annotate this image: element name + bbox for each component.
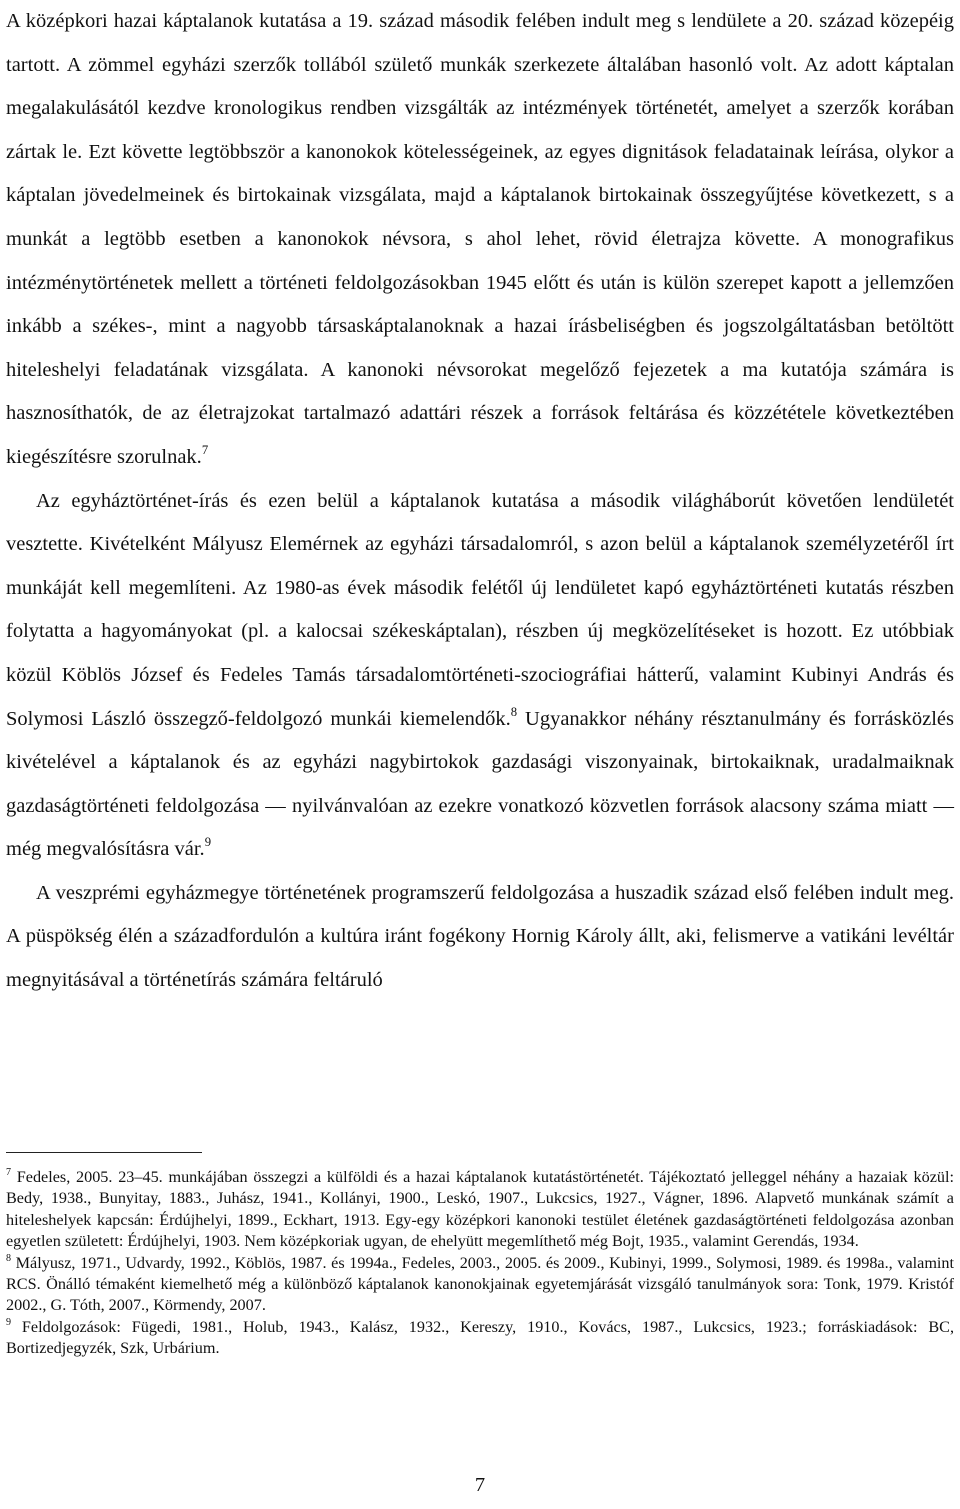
footnote-number: 7: [6, 1166, 12, 1178]
footnote-text: Feldolgozások: Fügedi, 1981., Holub, 1943., Kalász, 1932., Kereszy, 1910., Kovács, 1987., Lukcsics, 1923.; forráskiadások: BC, Bortizedjegyzék, Szk, Urbárium.: [6, 1317, 954, 1358]
footnote-text: Mályusz, 1971., Udvardy, 1992., Köblös, 1987. és 1994a., Fedeles, 2003., 2005. és 2009., Kubinyi, 1999., Solymosi, 1989. és 1998a., valamint RCS. Önálló témaként kiemelhető még a különböző káptalanok kanonokjainak egyetemjárását vizsgáló tanulmányok sora: Tonk, 1979. Kristóf 2002., G. Tóth, 2007., Körmendy, 2007.: [6, 1253, 954, 1315]
paragraph-2-text-continued: Ugyanakkor néhány résztanulmány és forrásközlés kivételével a káptalanok és az egyházi nagybirtokok gazdasági viszonyainak, birtokaiknak, uradalmaiknak gazdaságtörténeti feldolgozása — nyilvánvalóan az ezekre vonatkozó közvetlen források alacsony száma miatt — még megvalósításra vár.: [6, 707, 954, 861]
footnote-8: [6, 1253, 954, 1317]
footnote-ref-8[interactable]: 8: [510, 704, 518, 719]
paragraph-2: [6, 480, 954, 872]
footnote-ref-9[interactable]: 9: [204, 835, 212, 850]
footnote-ref-7[interactable]: 7: [201, 443, 209, 458]
paragraph-2-text: Az egyháztörténet-írás és ezen belül a káptalanok kutatása a második világháborút követően lendületét vesztette. Kivételként Mályusz Elemérnek az egyházi társadalomról, s azon belül a káptalanok személyzetéről írt munkáját kell megemlíteni. Az 1980-as évek második felétől új lendületet kapó egyháztörténeti kutatás részben folytatta a hagyományokat (pl. a kalocsai székeskáptalan), részben új megközelítéseket is hozott. Ez utóbbiak közül Köblös József és Fedeles Tamás társadalomtörténeti-szociográfiai hátterű, valamint Kubinyi András és Solymosi László összegző-feldolgozó munkái kiemelendők.: [6, 489, 954, 730]
footnote-7: [6, 1167, 954, 1253]
footnote-text: Fedeles, 2005. 23–45. munkájában összegzi a külföldi és a hazai káptalanok kutatástörténetét. Tájékoztató jelleggel néhány a hazaiak közül: Bedy, 1938., Bunyitay, 1883., Juhász, 1941., Kollányi, 1900., Leskó, 1907., Lukcsics, 1927., Vágner, 1896. Alapvető munkának számít a hiteleshelyek kapcsán: Érdújhelyi, 1899., Eckhart, 1913. Egy-egy középkori kanonoki testület életének gazdaságtörténeti feldolgozása azonban egyetlen született: Érdújhelyi, 1903. Nem középkoriak ugyan, de ehelyütt megemlíthető még Bojt, 1935., valamint Gerendás, 1934.: [6, 1168, 954, 1251]
page-number: 7: [474, 1474, 486, 1496]
footnote-number: 9: [6, 1316, 12, 1328]
body-text: [6, 0, 954, 1003]
paragraph-1-text: A középkori hazai káptalanok kutatása a 19. század második felében indult meg s lendülete a 20. század közepéig tartott. A zömmel egyházi szerzők tollából születő munkák szerkezete általában hasonló volt. Az adott káptalan megalakulásától kezdve kronologikus rendben vizsgálták az intézmények történetét, amelyet a szerzők korában zártak le. Ezt követte legtöbbször a kanonokok kötelességeinek, az egyes dignitások feladatainak leírása, olykor a káptalan jövedelmeinek és birtokainak vizsgálata, majd a káptalanok birtokainak összegyűjtése következett, s a munkát a legtöbb esetben a kanonokok névsora, s ahol lehet, rövid életrajza követte. A monografikus intézménytörténetek mellett a történeti feldolgozásokban 1945 előtt és után is külön szerepet kapott a jellemzően inkább a székes-, mint a nagyobb társaskáptalanoknak a hazai írásbeliségben és jogszolgáltatásban betöltött hiteleshelyi feladatának vizsgálata. A kanonoki névsorokat megelőző fejezetek a ma kutatója számára is hasznosíthatók, de az életrajzokat tartalmazó adattári részek a források feltárása és közzététele következtében kiegészítésre szorulnak.: [6, 10, 954, 468]
footnotes: [6, 1167, 954, 1360]
footnote-9: [6, 1317, 954, 1360]
paragraph-3: [6, 872, 954, 1003]
paragraph-3-text: A veszprémi egyházmegye történetének programszerű feldolgozása a huszadik század első felében indult meg. A püspökség élén a századfordulón a kultúra iránt fogékony Hornig Károly állt, aki, felismerve a vatikáni levéltár megnyitásával a történetírás számára feltáruló: [6, 881, 954, 992]
paragraph-1: [6, 0, 954, 480]
footnote-separator: [6, 1152, 202, 1153]
footnote-number: 8: [6, 1252, 12, 1264]
